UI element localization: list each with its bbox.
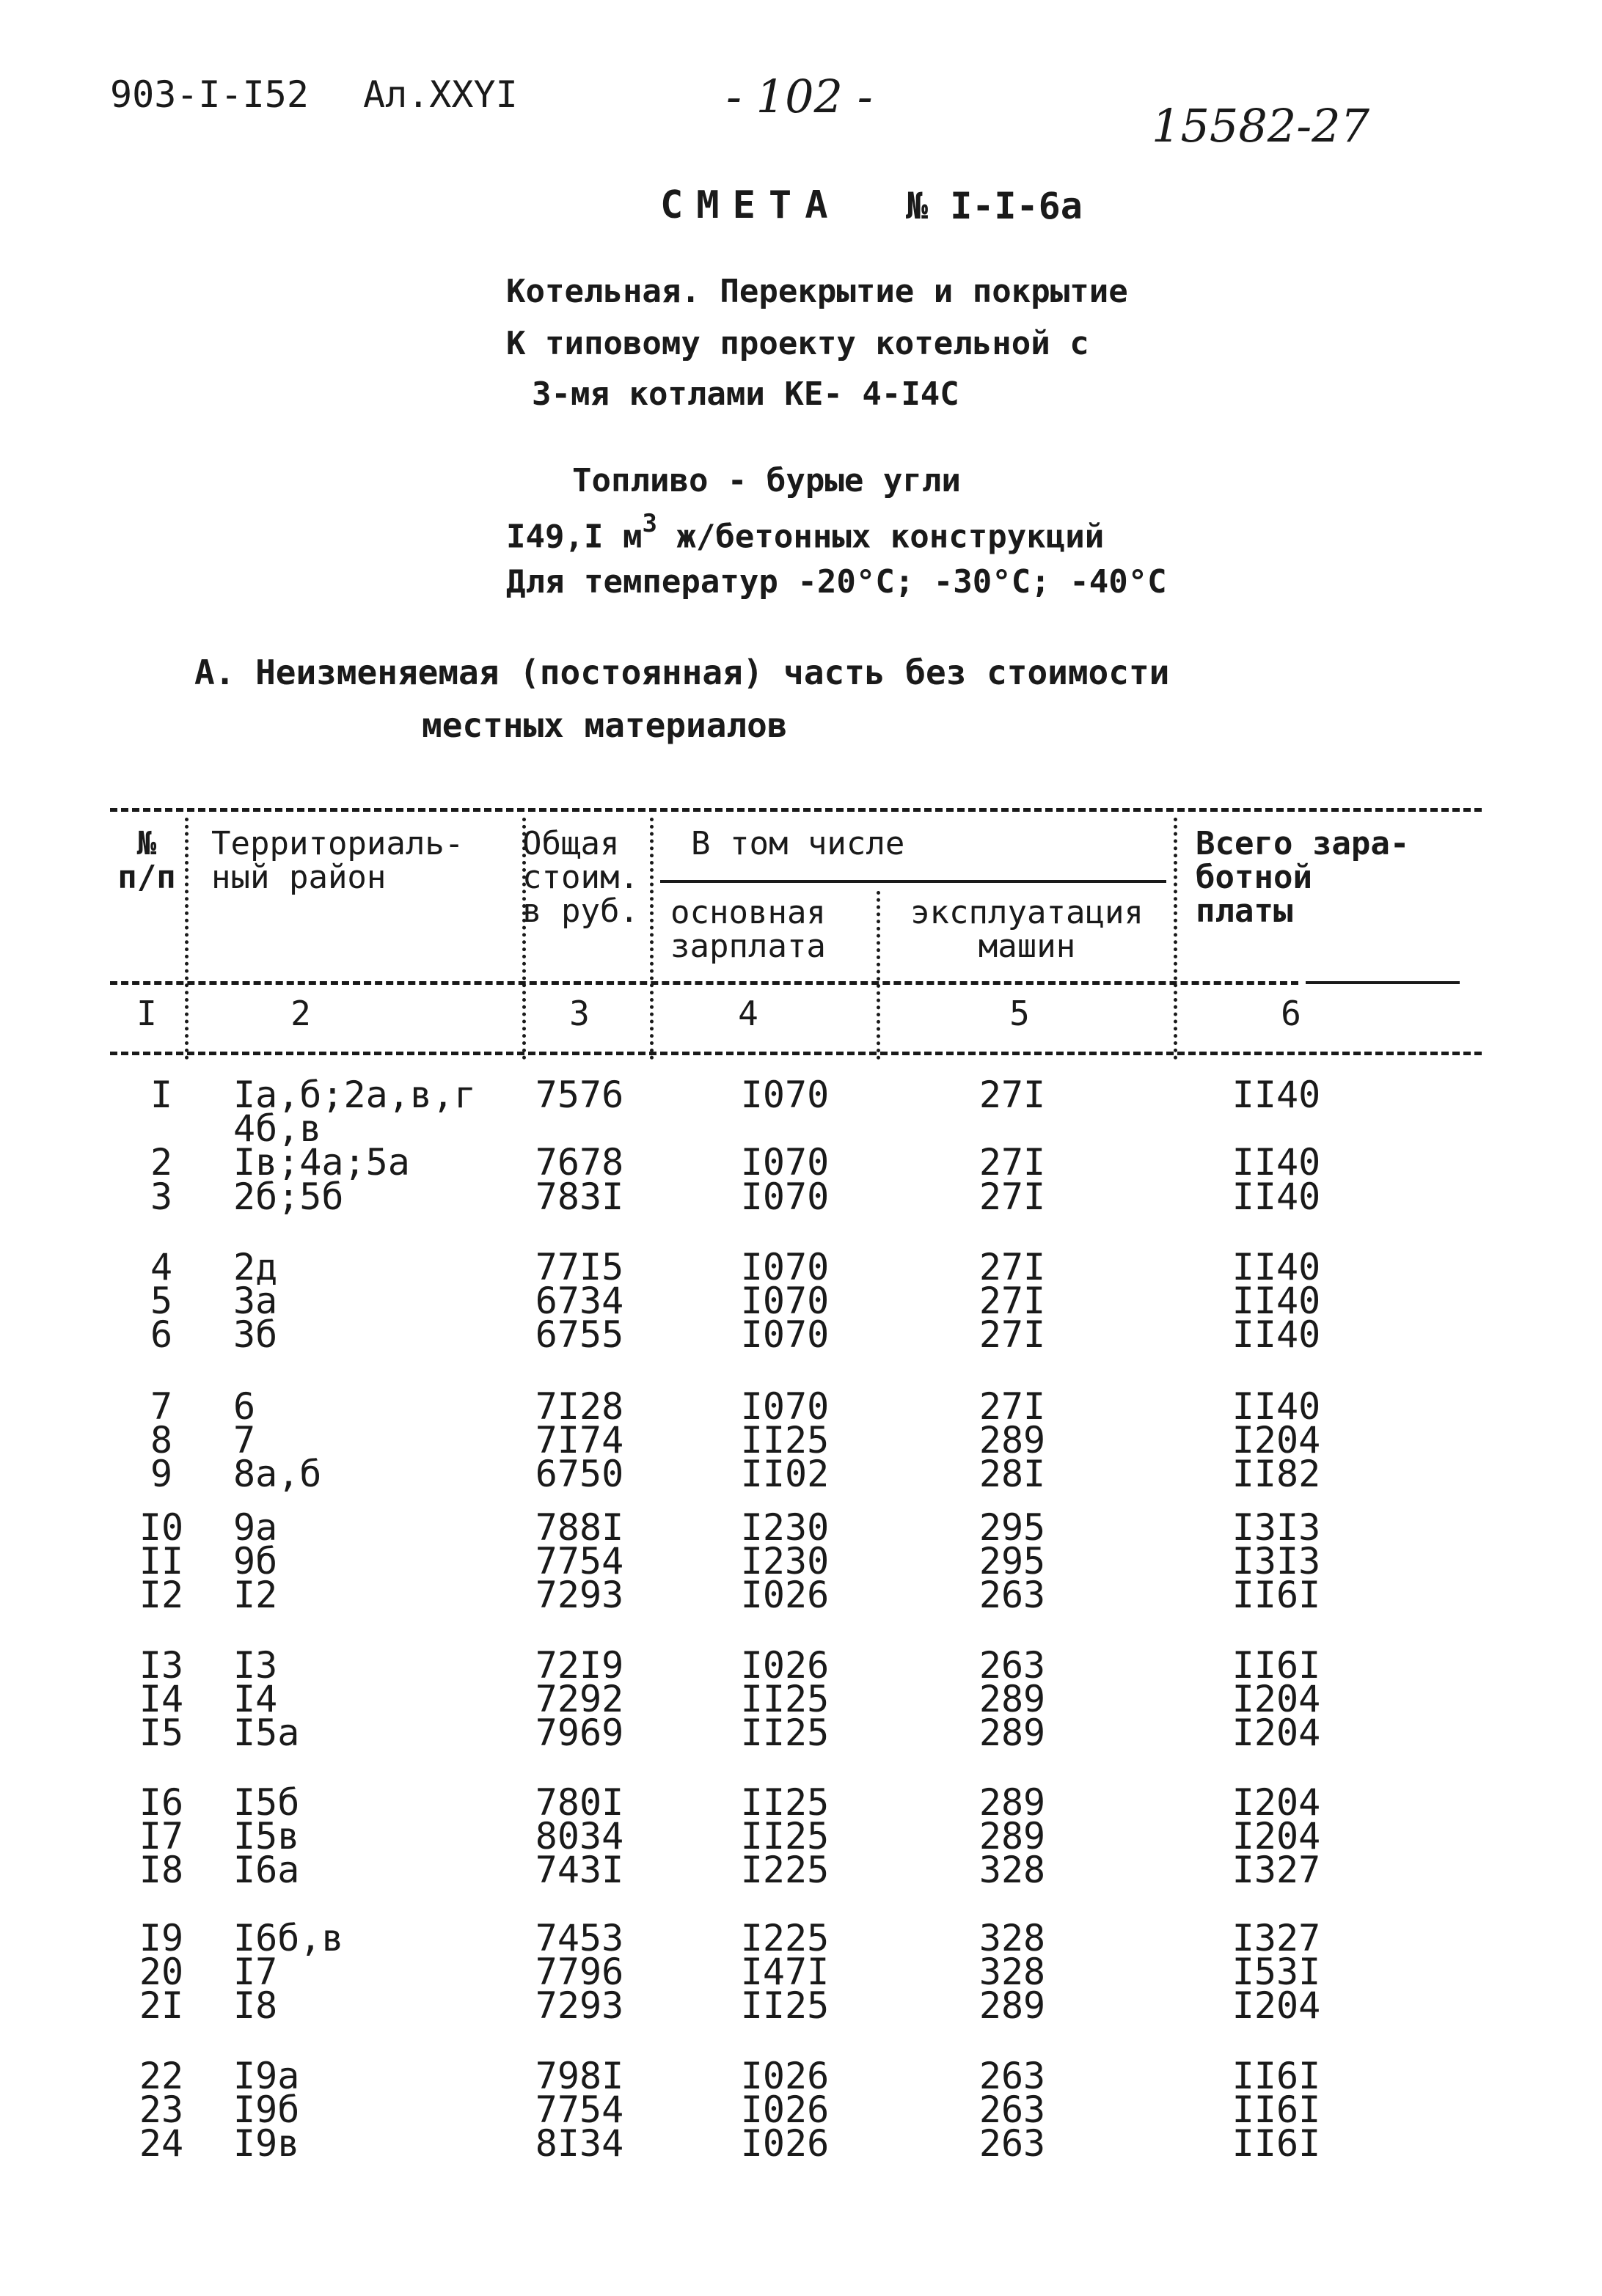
row-base-wage: I230 bbox=[740, 1506, 830, 1549]
row-total-cost: 7453 bbox=[535, 1917, 624, 1959]
row-total-wage: I3I3 bbox=[1232, 1540, 1321, 1582]
table-row bbox=[0, 1712, 1602, 1754]
album-number: Ал.XXYI bbox=[363, 73, 518, 116]
row-district: 2д bbox=[233, 1246, 278, 1288]
row-district: I6а bbox=[233, 1849, 300, 1891]
row-base-wage: II25 bbox=[740, 1419, 830, 1461]
row-total-wage: I3I3 bbox=[1232, 1506, 1321, 1549]
row-number: 7 bbox=[150, 1385, 173, 1428]
row-base-wage: I47I bbox=[740, 1951, 830, 1993]
table-row bbox=[0, 1984, 1602, 2027]
row-base-wage: II25 bbox=[740, 1712, 830, 1754]
row-base-wage: I070 bbox=[740, 1385, 830, 1428]
doc-title: СМЕТА bbox=[660, 183, 841, 227]
row-district: 9б bbox=[233, 1540, 278, 1582]
row-number: I4 bbox=[139, 1678, 184, 1720]
row-number: I6 bbox=[139, 1781, 184, 1824]
row-machine-cost: 263 bbox=[979, 2122, 1046, 2165]
row-base-wage: I225 bbox=[740, 1849, 830, 1891]
header-base-wage: основная зарплата bbox=[670, 894, 826, 965]
row-district: 4б,в bbox=[233, 1107, 322, 1150]
temperature-line: Для температур -20°С; -30°С; -40°С bbox=[506, 563, 1167, 601]
row-machine-cost: 289 bbox=[979, 1984, 1046, 2027]
row-machine-cost: 328 bbox=[979, 1917, 1046, 1959]
row-district: I3 bbox=[233, 1644, 278, 1687]
row-number: 3 bbox=[150, 1175, 173, 1218]
page-number: - 102 - bbox=[726, 70, 873, 123]
row-total-wage: II40 bbox=[1232, 1141, 1321, 1184]
row-base-wage: I070 bbox=[740, 1141, 830, 1184]
row-total-cost: 7678 bbox=[535, 1141, 624, 1184]
row-district: I6б,в bbox=[233, 1917, 344, 1959]
row-number: 23 bbox=[139, 2088, 184, 2131]
col-sep-5 bbox=[1174, 818, 1177, 1060]
row-number: I3 bbox=[139, 1644, 184, 1687]
header-number: № п/п bbox=[117, 825, 176, 896]
header-including: В том числе bbox=[691, 825, 905, 862]
row-district: 8а,б bbox=[233, 1453, 322, 1495]
row-total-wage: II6I bbox=[1232, 2122, 1321, 2165]
in-total-rule bbox=[660, 880, 1166, 883]
row-total-cost: 7754 bbox=[535, 2088, 624, 2131]
row-base-wage: I070 bbox=[740, 1074, 830, 1116]
header-bottom-rule-right bbox=[1306, 981, 1460, 984]
row-total-cost: 7754 bbox=[535, 1540, 624, 1582]
volume-prefix: I49,I м bbox=[506, 518, 643, 556]
row-district: 3б bbox=[233, 1313, 278, 1356]
row-district: 9а bbox=[233, 1506, 278, 1549]
row-total-cost: 7969 bbox=[535, 1712, 624, 1754]
row-number: I7 bbox=[139, 1815, 184, 1857]
row-number: 2I bbox=[139, 1984, 184, 2027]
row-total-cost: 6755 bbox=[535, 1313, 624, 1356]
row-district: Iа,б;2а,в,г bbox=[233, 1074, 477, 1116]
row-number: 2 bbox=[150, 1141, 173, 1184]
row-machine-cost: 289 bbox=[979, 1712, 1046, 1754]
col-number-6: 6 bbox=[1281, 994, 1301, 1033]
row-machine-cost: 27I bbox=[979, 1074, 1046, 1116]
row-number: I0 bbox=[139, 1506, 184, 1549]
row-number: I bbox=[150, 1074, 173, 1116]
row-base-wage: II25 bbox=[740, 1984, 830, 2027]
row-machine-cost: 295 bbox=[979, 1540, 1046, 1582]
row-machine-cost: 27I bbox=[979, 1141, 1046, 1184]
row-machine-cost: 27I bbox=[979, 1280, 1046, 1322]
row-base-wage: I070 bbox=[740, 1175, 830, 1218]
row-total-wage: II40 bbox=[1232, 1175, 1321, 1218]
col-sep-3 bbox=[650, 818, 654, 1060]
doc-number: № I-I-6а bbox=[906, 185, 1083, 227]
row-total-cost: 7293 bbox=[535, 1984, 624, 2027]
row-machine-cost: 263 bbox=[979, 1644, 1046, 1687]
row-machine-cost: 328 bbox=[979, 1849, 1046, 1891]
row-district: I4 bbox=[233, 1678, 278, 1720]
row-total-cost: 7I74 bbox=[535, 1419, 624, 1461]
row-total-wage: II82 bbox=[1232, 1453, 1321, 1495]
row-total-wage: II40 bbox=[1232, 1313, 1321, 1356]
row-total-wage: II6I bbox=[1232, 2055, 1321, 2097]
row-machine-cost: 263 bbox=[979, 2088, 1046, 2131]
row-total-cost: 8034 bbox=[535, 1815, 624, 1857]
table-row bbox=[0, 1453, 1602, 1495]
volume-line bbox=[506, 509, 1105, 556]
subtitle-line-3: 3-мя котлами КЕ- 4-I4С bbox=[532, 375, 959, 413]
row-machine-cost: 289 bbox=[979, 1781, 1046, 1824]
row-base-wage: II02 bbox=[740, 1453, 830, 1495]
row-total-cost: 7293 bbox=[535, 1574, 624, 1616]
row-district: I7 bbox=[233, 1951, 278, 1993]
col-sep-1 bbox=[185, 818, 189, 1060]
row-base-wage: I026 bbox=[740, 2088, 830, 2131]
subtitle-line-1: Котельная. Перекрытие и покрытие bbox=[506, 273, 1128, 310]
section-heading-line-2: местных материалов bbox=[422, 705, 788, 745]
row-machine-cost: 289 bbox=[979, 1419, 1046, 1461]
row-total-wage: I53I bbox=[1232, 1951, 1321, 1993]
row-district: I8 bbox=[233, 1984, 278, 2027]
row-total-wage: II6I bbox=[1232, 1574, 1321, 1616]
row-number: I8 bbox=[139, 1849, 184, 1891]
table-row bbox=[0, 1175, 1602, 1218]
row-machine-cost: 289 bbox=[979, 1815, 1046, 1857]
row-machine-cost: 289 bbox=[979, 1678, 1046, 1720]
row-total-cost: 7I28 bbox=[535, 1385, 624, 1428]
header-total-wage: Всего зара- ботной платы bbox=[1196, 825, 1410, 930]
row-total-cost: 743I bbox=[535, 1849, 624, 1891]
row-machine-cost: 27I bbox=[979, 1175, 1046, 1218]
row-total-wage: II6I bbox=[1232, 1644, 1321, 1687]
row-district: I9в bbox=[233, 2122, 300, 2165]
row-number: 22 bbox=[139, 2055, 184, 2097]
volume-suffix: ж/бетонных конструкций bbox=[656, 518, 1105, 556]
row-machine-cost: 263 bbox=[979, 1574, 1046, 1616]
row-number: 20 bbox=[139, 1951, 184, 1993]
row-base-wage: II25 bbox=[740, 1815, 830, 1857]
document-code: 903-I-I52 bbox=[110, 73, 309, 116]
row-total-cost: 72I9 bbox=[535, 1644, 624, 1687]
row-total-cost: 77I5 bbox=[535, 1246, 624, 1288]
col-number-2: 2 bbox=[290, 994, 311, 1033]
row-number: 8 bbox=[150, 1419, 173, 1461]
row-total-wage: II40 bbox=[1232, 1246, 1321, 1288]
row-total-wage: I327 bbox=[1232, 1849, 1321, 1891]
table-row bbox=[0, 1574, 1602, 1616]
col-number-1: I bbox=[136, 994, 157, 1033]
row-total-cost: 7796 bbox=[535, 1951, 624, 1993]
table-row bbox=[0, 1141, 1602, 1184]
table-row bbox=[0, 2122, 1602, 2165]
row-base-wage: I026 bbox=[740, 2122, 830, 2165]
row-base-wage: I026 bbox=[740, 1644, 830, 1687]
row-base-wage: I070 bbox=[740, 1246, 830, 1288]
row-total-wage: II40 bbox=[1232, 1385, 1321, 1428]
header-machine-operation: эксплуатация машин bbox=[910, 894, 1144, 965]
row-number: 4 bbox=[150, 1246, 173, 1288]
row-total-cost: 7576 bbox=[535, 1074, 624, 1116]
volume-superscript: 3 bbox=[642, 509, 657, 538]
row-base-wage: I026 bbox=[740, 1574, 830, 1616]
row-base-wage: II25 bbox=[740, 1781, 830, 1824]
section-heading-line-1: А. Неизменяемая (постоянная) часть без стоимости bbox=[194, 653, 1170, 692]
row-total-cost: 783I bbox=[535, 1175, 624, 1218]
row-total-cost: 780I bbox=[535, 1781, 624, 1824]
row-total-wage: I327 bbox=[1232, 1917, 1321, 1959]
header-district: Территориаль- ный район bbox=[211, 825, 464, 896]
header-total-cost: Общая стоим. в руб. bbox=[522, 825, 639, 930]
row-number: 5 bbox=[150, 1280, 173, 1322]
row-district: 2б;5б bbox=[233, 1175, 344, 1218]
row-machine-cost: 28I bbox=[979, 1453, 1046, 1495]
row-district: I5а bbox=[233, 1712, 300, 1754]
row-base-wage: I070 bbox=[740, 1313, 830, 1356]
row-district: Iв;4а;5а bbox=[233, 1141, 410, 1184]
archive-stamp: 15582-27 bbox=[1152, 99, 1370, 153]
row-number: II bbox=[139, 1540, 184, 1582]
row-number: I2 bbox=[139, 1574, 184, 1616]
row-number: I5 bbox=[139, 1712, 184, 1754]
row-machine-cost: 27I bbox=[979, 1313, 1046, 1356]
row-total-cost: 788I bbox=[535, 1506, 624, 1549]
col-number-4: 4 bbox=[738, 994, 758, 1033]
row-total-wage: I204 bbox=[1232, 1419, 1321, 1461]
row-base-wage: I070 bbox=[740, 1280, 830, 1322]
row-total-wage: II6I bbox=[1232, 2088, 1321, 2131]
row-total-wage: I204 bbox=[1232, 1781, 1321, 1824]
row-number: I9 bbox=[139, 1917, 184, 1959]
row-total-cost: 798I bbox=[535, 2055, 624, 2097]
row-base-wage: I026 bbox=[740, 2055, 830, 2097]
table-row bbox=[0, 1849, 1602, 1891]
row-number: 6 bbox=[150, 1313, 173, 1356]
column-numbers-rule bbox=[110, 1052, 1482, 1055]
row-district: 3а bbox=[233, 1280, 278, 1322]
subtitle-line-2: К типовому проекту котельной с bbox=[506, 325, 1089, 362]
row-machine-cost: 328 bbox=[979, 1951, 1046, 1993]
row-base-wage: I225 bbox=[740, 1917, 830, 1959]
row-number: 24 bbox=[139, 2122, 184, 2165]
row-total-wage: II40 bbox=[1232, 1074, 1321, 1116]
row-machine-cost: 27I bbox=[979, 1246, 1046, 1288]
row-total-wage: II40 bbox=[1232, 1280, 1321, 1322]
col-number-3: 3 bbox=[569, 994, 590, 1033]
row-base-wage: II25 bbox=[740, 1678, 830, 1720]
row-machine-cost: 263 bbox=[979, 2055, 1046, 2097]
row-machine-cost: 27I bbox=[979, 1385, 1046, 1428]
row-total-cost: 6750 bbox=[535, 1453, 624, 1495]
row-total-cost: 7292 bbox=[535, 1678, 624, 1720]
row-district: I9б bbox=[233, 2088, 300, 2131]
row-district: I2 bbox=[233, 1574, 278, 1616]
fuel-line: Топливо - бурые угли bbox=[572, 462, 961, 499]
row-total-wage: I204 bbox=[1232, 1712, 1321, 1754]
row-total-wage: I204 bbox=[1232, 1678, 1321, 1720]
row-total-cost: 6734 bbox=[535, 1280, 624, 1322]
header-bottom-rule bbox=[110, 981, 1298, 985]
row-total-wage: I204 bbox=[1232, 1815, 1321, 1857]
row-district: 7 bbox=[233, 1419, 256, 1461]
row-district: I5б bbox=[233, 1781, 300, 1824]
row-number: 9 bbox=[150, 1453, 173, 1495]
row-base-wage: I230 bbox=[740, 1540, 830, 1582]
col-sep-4 bbox=[877, 891, 880, 1060]
row-district: I9а bbox=[233, 2055, 300, 2097]
row-total-wage: I204 bbox=[1232, 1984, 1321, 2027]
col-number-5: 5 bbox=[1009, 994, 1030, 1033]
table-top-rule bbox=[110, 808, 1482, 812]
row-machine-cost: 295 bbox=[979, 1506, 1046, 1549]
table-row bbox=[0, 1313, 1602, 1356]
row-total-cost: 8I34 bbox=[535, 2122, 624, 2165]
row-district: 6 bbox=[233, 1385, 256, 1428]
row-district: I5в bbox=[233, 1815, 300, 1857]
